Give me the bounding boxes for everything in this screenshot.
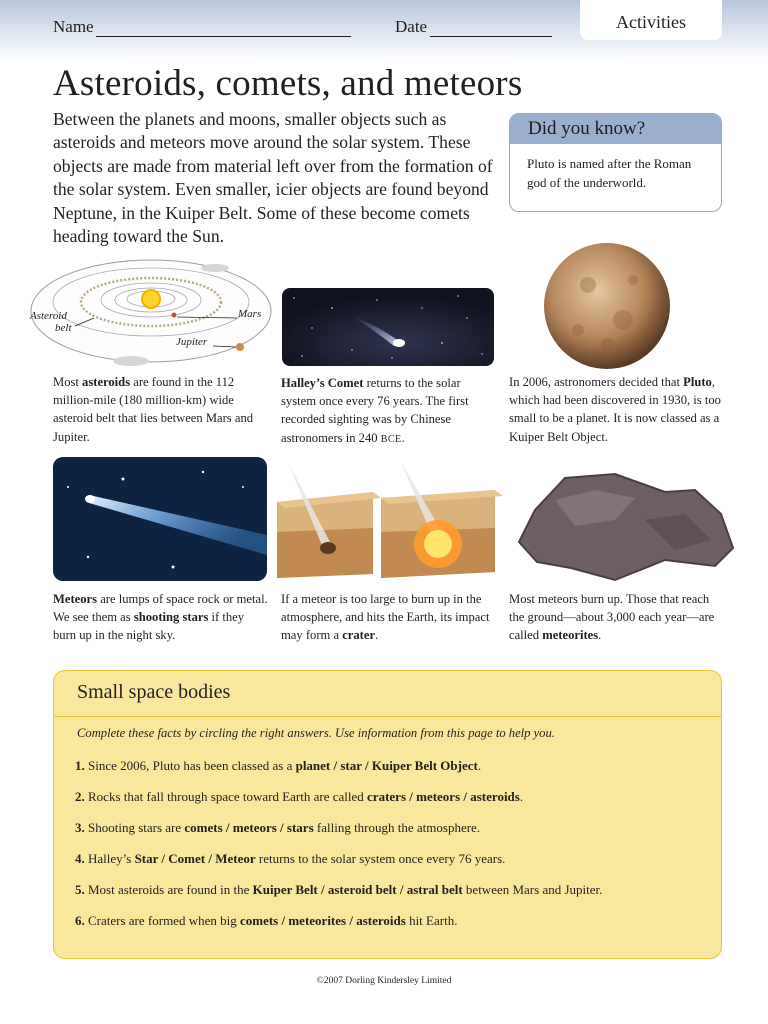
quiz-heading: Small space bodies — [54, 671, 721, 717]
activities-tab: Activities — [580, 0, 722, 40]
mars-label: Mars — [238, 308, 262, 320]
question-4-options[interactable]: Star / Comet / Meteor — [134, 851, 256, 866]
meteorite-caption: Most meteors burn up. Those that reach the ground—about 3,000 each year—are called meteorites. — [509, 592, 715, 643]
halleys-comet-image — [282, 288, 494, 366]
did-you-know-text: Pluto is named after the Roman god of the underworld. — [527, 156, 692, 190]
question-3: 3. Shooting stars are comets / meteors / stars falling through the atmosphere. — [75, 820, 481, 835]
question-1: 1. Since 2006, Pluto has been classed as a planet / star / Kuiper Belt Object. — [75, 758, 482, 773]
meteor-image — [53, 457, 267, 581]
question-6: 6. Craters are formed when big comets / meteorites / asteroids hit Earth. — [75, 913, 458, 928]
crater-impact-image — [273, 462, 505, 582]
question-5: 5. Most asteroids are found in the Kuiper Belt / asteroid belt / astral belt between Mars and Jupiter. — [75, 882, 603, 897]
quiz-instructions: Complete these facts by circling the right answers. Use information from this page to help you. — [77, 726, 555, 740]
question-2-options[interactable]: craters / meteors / asteroids — [367, 789, 520, 804]
asteroid-belt-label: Asteroid — [30, 310, 67, 322]
halley-caption: Halley’s Comet returns to the solar system once every 76 years. The first recorded sighting was by Chinese astronomers in 240 BCE. — [281, 376, 469, 445]
date-label: Date — [395, 17, 428, 36]
crater-caption: If a meteor is too large to burn up in the atmosphere, and hits the Earth, its impact may form a crater. — [281, 592, 490, 643]
question-3-options[interactable]: comets / meteors / stars — [184, 820, 314, 835]
date-field[interactable] — [430, 36, 552, 37]
asteroid-caption: Most asteroids are found in the 112 million-mile (180 million-km) wide asteroid belt that lies between Mars and Jupiter. — [53, 375, 254, 444]
question-4: 4. Halley’s Star / Comet / Meteor returns to the solar system once every 76 years. — [75, 851, 506, 866]
name-field[interactable] — [96, 36, 351, 37]
pluto-image — [538, 240, 676, 372]
small-space-bodies-box — [53, 670, 722, 959]
question-2: 2. Rocks that fall through space toward Earth are called craters / meteors / asteroids. — [75, 789, 524, 804]
intro-paragraph: Between the planets and moons, smaller objects such as asteroids and meteors move around the solar system. These objects are made from material left over from the formation of the solar system. Even smaller, icier objects are found beyond Neptune, in the Kuiper Belt. Some of these become comets heading toward the Sun. — [53, 109, 493, 247]
did-you-know-heading: Did you know? — [510, 114, 721, 144]
jupiter-label: Jupiter — [176, 336, 208, 348]
meteor-caption: Meteors are lumps of space rock or metal. We see them as shooting stars if they burn up in the night sky. — [53, 592, 268, 643]
asteroid-belt-label-2: belt — [55, 322, 72, 334]
pluto-caption: In 2006, astronomers decided that Pluto, which had been discovered in 1930, is too small to be a planet. It is now classed as a Kuiper Belt Object. — [509, 375, 721, 444]
name-label: Name — [53, 17, 94, 36]
question-1-options[interactable]: planet / star / Kuiper Belt Object — [295, 758, 478, 773]
page-title: Asteroids, comets, and meteors — [53, 63, 523, 104]
copyright-notice: ©2007 Dorling Kindersley Limited — [316, 976, 452, 986]
question-6-options[interactable]: comets / meteorites / asteroids — [239, 913, 406, 928]
question-5-options[interactable]: Kuiper Belt / asteroid belt / astral belt — [252, 882, 463, 897]
asteroid-belt-diagram — [27, 255, 275, 373]
did-you-know-box — [509, 113, 722, 212]
meteorite-image — [515, 470, 735, 582]
